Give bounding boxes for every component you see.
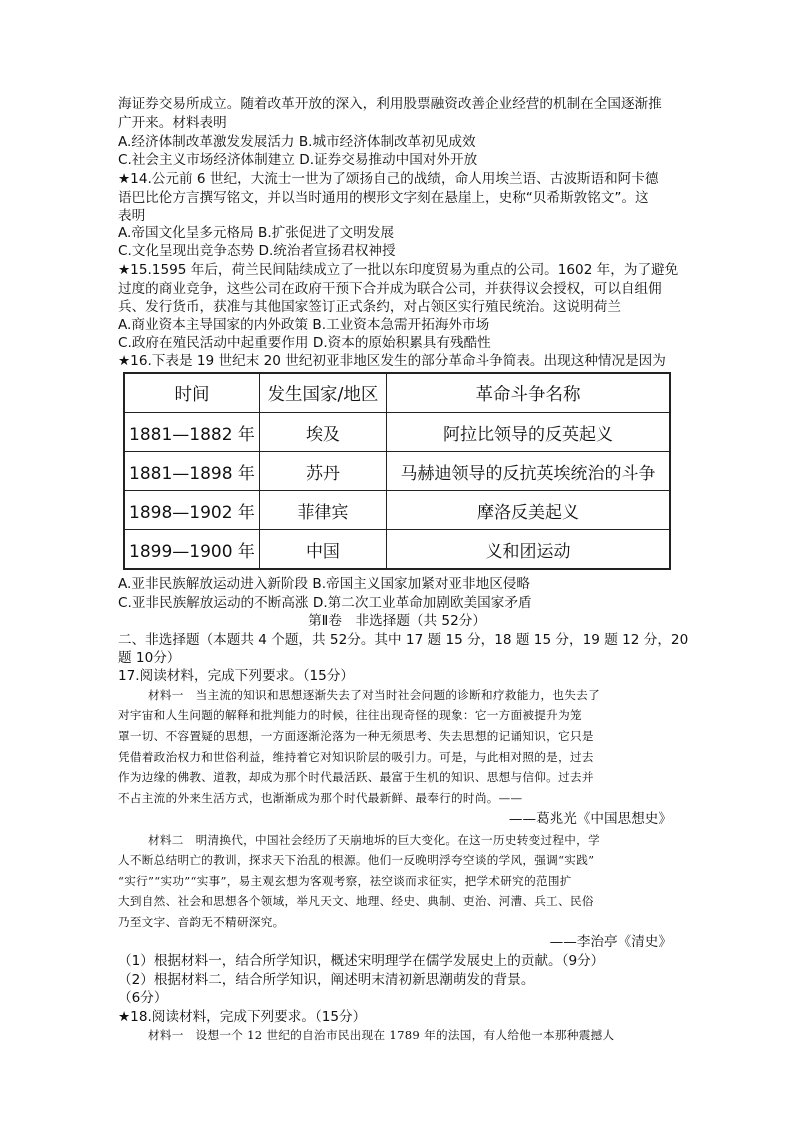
table-row bbox=[124, 413, 670, 452]
table-cell: 苏丹 bbox=[259, 452, 386, 491]
table-cell: 摩洛反美起义 bbox=[386, 491, 670, 530]
text-line: 海证券交易所成立。随着改革开放的深入，利用股票融资改善企业经营的机制在全国逐渐推 bbox=[118, 96, 662, 112]
question-14: ★14.公元前 6 世纪，大流士一世为了颂扬自己的战绩，命人用埃兰语、古波斯语和阿卡德 bbox=[118, 171, 659, 187]
table-cell: 义和团运动 bbox=[386, 530, 670, 570]
option-line: C.政府在殖民活动中起重要作用 D.资本的原始积累具有残酷性 bbox=[118, 335, 491, 351]
material-line: 大到自然、社会和思想各个领域，举凡天文、地理、经史、典制、吏治、河漕、兵工、民俗 bbox=[118, 894, 594, 908]
option-line: C.文化呈现出竞争态势 D.统治者宣扬君权神授 bbox=[118, 243, 396, 259]
table-header-row bbox=[124, 373, 670, 413]
table-cell: 1881—1882 年 bbox=[124, 413, 259, 452]
section-heading: 二、非选择题（本题共 4 个题，共 52分。其中 17 题 15 分，18 题 15 分，19 题 12 分，20 bbox=[118, 632, 689, 648]
material-line: 乃至文字、音韵无不精研深究。 bbox=[118, 915, 285, 929]
question-17: 17.阅读材料，完成下列要求。（15分） bbox=[118, 668, 355, 684]
table-cell: 埃及 bbox=[259, 413, 386, 452]
revolution-table bbox=[123, 372, 671, 570]
table-cell: 马赫迪领导的反抗英埃统治的斗争 bbox=[386, 452, 670, 491]
table-row bbox=[124, 530, 670, 570]
material-line: 对宇宙和人生问题的解释和批判能力的时候，往往出现奇怪的现象：它一方面被提升为笼 bbox=[118, 708, 582, 722]
table-header: 革命斗争名称 bbox=[386, 373, 670, 413]
text-line: 过度的商业竞争，这些公司在政府干预下合并成为联合公司，并获得议会授权，可以自组佣 bbox=[118, 281, 662, 297]
material-line: 不占主流的外来生活方式，也渐渐成为那个时代最新鲜、最奉行的时尚。—— bbox=[118, 791, 523, 805]
table-cell: 1881—1898 年 bbox=[124, 452, 259, 491]
material-line: 凭借着政治权力和世俗利益，维持着它对知识阶层的吸引力。可是，与此相对照的是，过去 bbox=[118, 750, 594, 764]
table-cell: 菲律宾 bbox=[259, 491, 386, 530]
section-title: 第Ⅱ卷 非选择题（共 52分） bbox=[308, 613, 486, 629]
question-line: （1）根据材料一，结合所学知识，概述宋明理学在儒学发展史上的贡献。（9分） bbox=[118, 953, 605, 969]
table-cell: 1899—1900 年 bbox=[124, 530, 259, 570]
text-line: 题 10分） bbox=[118, 650, 181, 666]
table-header: 时间 bbox=[124, 373, 259, 413]
question-line: （2）根据材料二，结合所学知识，阐述明末清初新思潮萌发的背景。 bbox=[118, 972, 535, 988]
question-15: ★15.1595 年后，荷兰民间陆续成立了一批以东印度贸易为重点的公司。1602 年，为了避免 bbox=[118, 262, 679, 278]
material-line: 材料一 当主流的知识和思想逐渐失去了对当时社会问题的诊断和疗救能力，也失去了 bbox=[148, 688, 600, 702]
question-18: ★18.阅读材料，完成下列要求。（15分） bbox=[118, 1009, 367, 1025]
table-cell: 阿拉比领导的反英起义 bbox=[386, 413, 670, 452]
material-line: 材料二 明清换代，中国社会经历了天崩地坼的巨大变化。在这一历史转变过程中，学 bbox=[148, 833, 600, 847]
material-line: 罩一切、不容置疑的思想，一方面逐渐沦落为一种无须思考、失去思想的记诵知识，它只是 bbox=[118, 729, 594, 743]
text-line: 广开来。材料表明 bbox=[118, 115, 227, 131]
text-line: 表明 bbox=[118, 208, 146, 224]
option-line: A.商业资本主导国家的内外政策 B.工业资本急需开拓海外市场 bbox=[118, 317, 490, 333]
option-line: A.亚非民族解放运动进入新阶段 B.帝国主义国家加紧对亚非地区侵略 bbox=[118, 576, 530, 592]
text-line: 兵、发行货币，获准与其他国家签订正式条约，对占领区实行殖民统治。这说明荷兰 bbox=[118, 299, 621, 315]
material-line: 材料一 设想一个 12 世纪的自治市民出现在 1789 年的法国，有人给他一本那种震撼人 bbox=[148, 1028, 615, 1042]
material-line: 作为边缘的佛教、道教，却成为那个时代最活跃、最富于生机的知识、思想与信仰。过去并 bbox=[118, 770, 594, 784]
table-row bbox=[124, 491, 670, 530]
material-line: “实行”“实功”“实事”，易主观玄想为客观考察，祛空谈而求征实，把学术研究的范围扩 bbox=[118, 874, 572, 888]
table-cell: 中国 bbox=[259, 530, 386, 570]
table-header: 发生国家/地区 bbox=[259, 373, 386, 413]
option-line: C.社会主义市场经济体制建立 D.证券交易推动中国对外开放 bbox=[118, 152, 478, 168]
option-line: A.经济体制改革激发发展活力 B.城市经济体制改革初见成效 bbox=[118, 134, 476, 150]
material-line: 人不断总结明亡的教训，探求天下治乱的根源。他们一反晚明浮夸空谈的学风，强调“实践” bbox=[118, 853, 595, 867]
question-16: ★16.下表是 19 世纪末 20 世纪初亚非地区发生的部分革命斗争简表。出现这种情况是因为 bbox=[118, 353, 666, 369]
question-line: （6分） bbox=[118, 990, 168, 1006]
source-citation: ——李治亭《清史》 bbox=[549, 934, 672, 950]
option-line: C.亚非民族解放运动的不断高涨 D.第二次工业革命加剧欧美国家矛盾 bbox=[118, 595, 532, 611]
source-citation: ——葛兆光《中国思想史》 bbox=[508, 811, 672, 827]
option-line: A.帝国文化呈多元格局 B.扩张促进了文明发展 bbox=[118, 225, 395, 241]
text-line: 语巴比伦方言撰写铭文，并以当时通用的楔形文字刻在悬崖上，史称“贝希斯敦铭文”。这 bbox=[118, 190, 649, 206]
table-row bbox=[124, 452, 670, 491]
table-cell: 1898—1902 年 bbox=[124, 491, 259, 530]
